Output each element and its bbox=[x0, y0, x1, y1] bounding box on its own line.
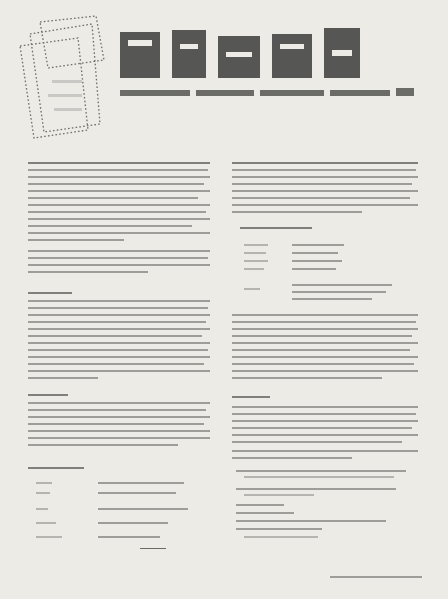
text-line bbox=[28, 356, 210, 358]
table-row-value bbox=[98, 533, 198, 540]
masthead-subtitle bbox=[120, 86, 420, 98]
text-line bbox=[232, 183, 412, 185]
text-line bbox=[28, 169, 208, 171]
text-line bbox=[28, 416, 210, 418]
text-line bbox=[232, 204, 418, 206]
text-line bbox=[232, 370, 418, 372]
section-heading bbox=[232, 393, 418, 401]
table-row-label bbox=[244, 257, 288, 264]
text-line bbox=[232, 176, 418, 178]
table-caption bbox=[28, 464, 210, 472]
table-row-value bbox=[98, 489, 198, 496]
text-line bbox=[232, 420, 418, 422]
text-line bbox=[232, 457, 352, 459]
text-line bbox=[232, 377, 382, 379]
text-line bbox=[28, 183, 204, 185]
masthead-graphic bbox=[0, 0, 448, 160]
text-line bbox=[28, 197, 198, 199]
text-line bbox=[28, 430, 210, 432]
document-stack-shadows bbox=[48, 80, 82, 111]
text-line bbox=[28, 335, 202, 337]
table-caption bbox=[232, 224, 418, 232]
text-line bbox=[28, 257, 208, 259]
table-row-value bbox=[98, 519, 198, 526]
table-row-label bbox=[36, 505, 94, 512]
table-row-label bbox=[244, 295, 288, 302]
table-row-value bbox=[292, 295, 410, 302]
text-line bbox=[28, 409, 206, 411]
text-line bbox=[232, 413, 416, 415]
table-value-mark bbox=[292, 291, 386, 293]
text-line bbox=[28, 349, 208, 351]
text-line bbox=[28, 211, 206, 213]
table-rule bbox=[140, 548, 166, 549]
list-item bbox=[232, 501, 418, 508]
table-row-label bbox=[36, 479, 94, 486]
table-row-label bbox=[36, 489, 94, 496]
text-line bbox=[28, 204, 210, 206]
text-line bbox=[232, 406, 418, 408]
text-line bbox=[232, 450, 418, 452]
text-line bbox=[28, 162, 210, 164]
document-stack-icon bbox=[20, 16, 104, 138]
text-line bbox=[28, 363, 204, 365]
text-line bbox=[232, 314, 418, 316]
table-row-value bbox=[98, 479, 198, 486]
text-line bbox=[28, 370, 210, 372]
text-line bbox=[232, 335, 412, 337]
text-line bbox=[232, 321, 416, 323]
table-row-value bbox=[292, 281, 410, 288]
text-line bbox=[28, 437, 210, 439]
text-line bbox=[232, 211, 362, 213]
text-line bbox=[28, 307, 208, 309]
table-row-label bbox=[244, 285, 288, 292]
text-line bbox=[232, 441, 402, 443]
text-line bbox=[232, 356, 418, 358]
section-heading bbox=[232, 390, 233, 391]
text-line bbox=[232, 434, 418, 436]
list-item bbox=[232, 525, 418, 532]
table-row-value bbox=[292, 257, 410, 264]
text-line bbox=[28, 239, 124, 241]
text-line bbox=[28, 444, 178, 446]
text-line bbox=[28, 232, 210, 234]
text-line bbox=[28, 218, 210, 220]
table-row-value bbox=[292, 265, 410, 272]
table-row-value bbox=[98, 505, 198, 512]
table-row-label bbox=[244, 249, 288, 256]
text-line bbox=[28, 342, 210, 344]
list-item bbox=[232, 467, 418, 474]
text-line bbox=[232, 342, 418, 344]
text-line bbox=[28, 377, 98, 379]
list-item bbox=[232, 533, 418, 540]
masthead-title bbox=[120, 28, 420, 80]
text-line bbox=[232, 162, 418, 164]
section-heading bbox=[28, 286, 29, 287]
text-line bbox=[232, 427, 412, 429]
text-line bbox=[28, 402, 210, 404]
list-item-mark bbox=[244, 476, 394, 478]
table-row-label bbox=[244, 241, 288, 248]
list-item bbox=[232, 517, 418, 524]
text-line bbox=[232, 190, 418, 192]
section-heading bbox=[28, 391, 210, 399]
table-row-value bbox=[292, 241, 410, 248]
text-line bbox=[28, 271, 148, 273]
section-heading bbox=[28, 289, 210, 297]
text-line bbox=[28, 176, 210, 178]
text-line bbox=[28, 423, 204, 425]
text-line bbox=[28, 314, 210, 316]
table-row-value bbox=[292, 249, 410, 256]
text-line bbox=[28, 300, 210, 302]
table-row-label bbox=[244, 265, 288, 272]
page-footer bbox=[300, 573, 422, 581]
text-line bbox=[28, 225, 192, 227]
text-line bbox=[232, 169, 416, 171]
text-line bbox=[28, 190, 210, 192]
text-line bbox=[232, 349, 410, 351]
list-item-mark bbox=[244, 494, 314, 496]
text-line bbox=[28, 250, 210, 252]
text-line bbox=[28, 264, 210, 266]
text-line bbox=[232, 363, 414, 365]
text-line bbox=[28, 328, 210, 330]
text-line bbox=[232, 328, 418, 330]
text-line bbox=[28, 321, 206, 323]
list-item bbox=[232, 485, 418, 492]
table-row-label bbox=[36, 519, 94, 526]
list-item bbox=[232, 509, 418, 516]
text-line bbox=[232, 197, 410, 199]
table-row-label bbox=[36, 533, 94, 540]
